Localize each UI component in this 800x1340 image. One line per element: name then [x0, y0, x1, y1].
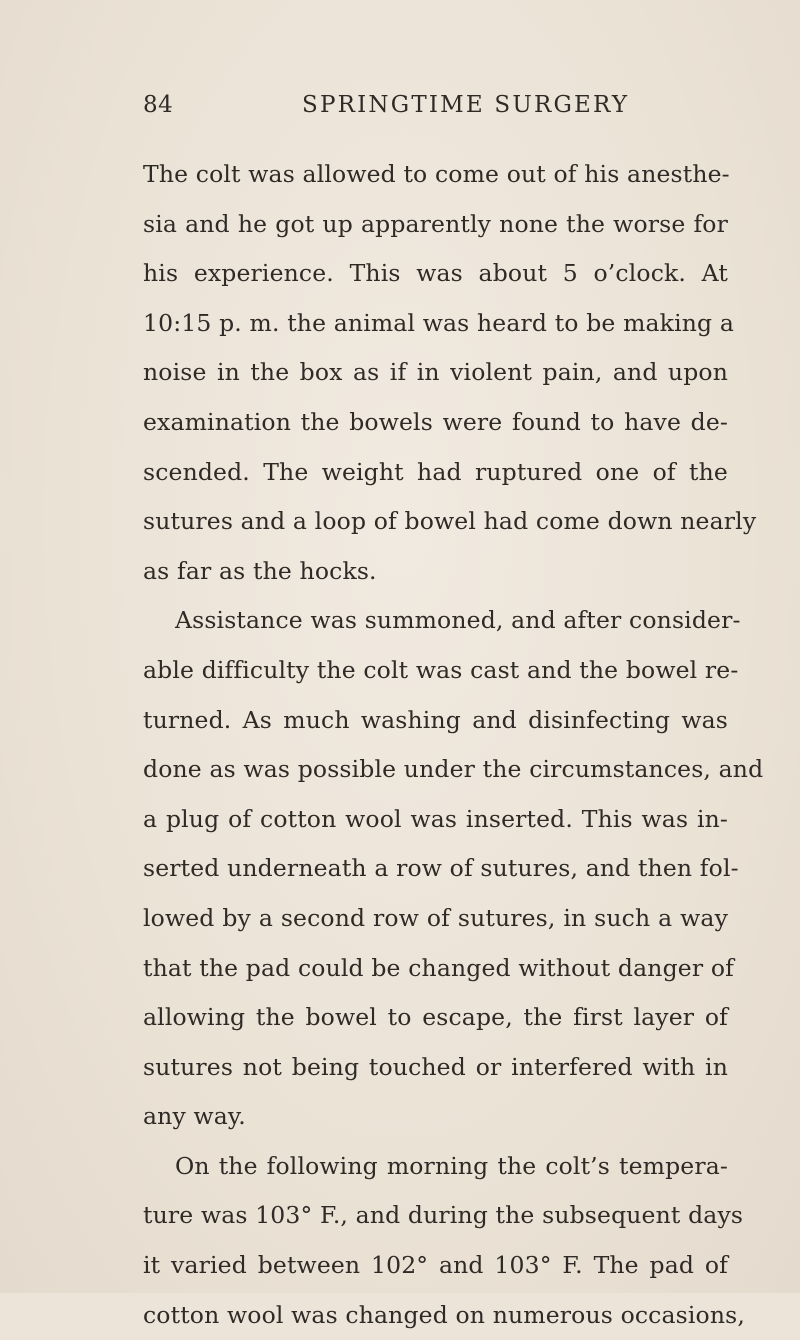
text-line: lowed by a second row of sutures, in such a way	[143, 903, 728, 932]
text-line: serted underneath a row of sutures, and then fol-	[143, 854, 739, 883]
text-line: Assistance was summoned, and after consider-	[175, 606, 741, 635]
text-line: scended. The weight had ruptured one of the	[143, 457, 728, 486]
text-line: On the following morning the colt’s tempera-	[175, 1151, 728, 1180]
text-line: any way.	[143, 1102, 246, 1131]
text-line: noise in the box as if in violent pain, and upon	[143, 358, 728, 387]
text-line: sutures and a loop of bowel had come down nearly	[143, 507, 757, 536]
text-line: that the pad could be changed without danger of	[143, 953, 734, 982]
text-line: ture was 103° F., and during the subsequent days	[143, 1201, 744, 1230]
text-line: sia and he got up apparently none the worse for	[143, 209, 728, 238]
page-header	[143, 92, 743, 126]
text-line: it varied between 102° and 103° F. The pad of	[143, 1251, 728, 1280]
text-line: as far as the hocks.	[143, 556, 377, 585]
text-line: The colt was allowed to come out of his anesthe-	[143, 160, 730, 188]
running-head: SPRINGTIME SURGERY	[302, 92, 630, 118]
text-line: a plug of cotton wool was inserted. This was in-	[143, 804, 728, 833]
text-line: his experience. This was about 5 o’clock. At	[143, 259, 728, 288]
text-line: examination the bowels were found to have de-	[143, 407, 728, 436]
text-line: allowing the bowel to escape, the first layer of	[143, 1003, 728, 1032]
page-number: 84	[143, 92, 174, 118]
body-text	[143, 150, 764, 1340]
text-line: turned. As much washing and disinfecting was	[143, 705, 728, 734]
text-line: 10:15 p. m. the animal was heard to be making a	[143, 308, 734, 337]
text-line: done as was possible under the circumstances, and	[143, 755, 764, 784]
text-line: able difficulty the colt was cast and the bowel re-	[143, 655, 739, 684]
text-line: cotton wool was changed on numerous occasions,	[143, 1300, 745, 1329]
text-line: sutures not being touched or interfered with in	[143, 1052, 728, 1081]
